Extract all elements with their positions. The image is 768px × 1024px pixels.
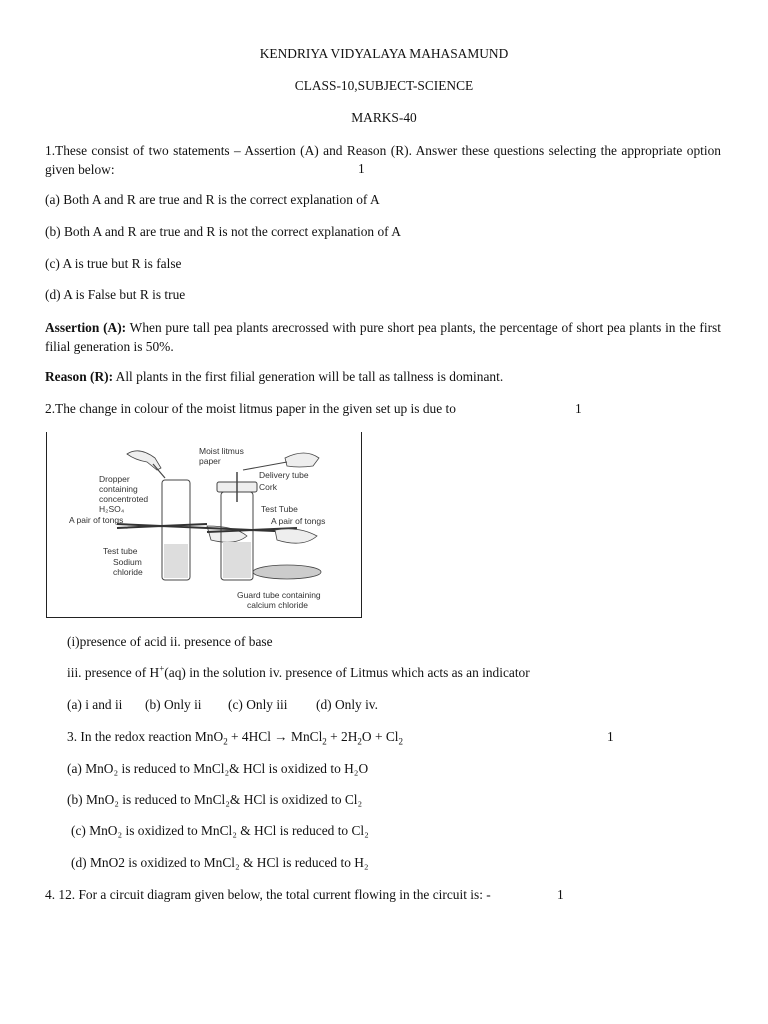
q1-option-b: (b) Both A and R are true and R is not the correct explanation of A xyxy=(45,224,401,239)
q1-option-a: (a) Both A and R are true and R is the correct explanation of A xyxy=(45,192,380,207)
q3-option-d: (d) MnO2 is oxidized to MnCl₂ & HCl is reduced to H₂ xyxy=(71,855,369,870)
q1-reason xyxy=(45,368,503,386)
apparatus-drawing xyxy=(47,432,363,618)
label-dropper-3: concentroted xyxy=(99,494,149,504)
q2-choices-line2 xyxy=(67,664,530,682)
reason-text: All plants in the first filial generation will be tall as tallness is dominant. xyxy=(113,369,504,384)
q1-assertion xyxy=(45,318,721,356)
litmus-setup-figure xyxy=(46,432,362,618)
label-dropper-2: containing xyxy=(99,484,138,494)
assertion-text: When pure tall pea plants arecrossed with pure short pea plants, the percentage of short pea plants in the first filial generation is 50%. xyxy=(45,320,721,354)
q2-choices-line1: (i)presence of acid ii. presence of base xyxy=(67,634,273,649)
q1-intro xyxy=(45,141,721,179)
q2-option-a: (a) i and ii xyxy=(67,697,123,712)
label-test-tube-right: Test Tube xyxy=(261,504,298,514)
label-sodium-2: chloride xyxy=(113,567,143,577)
q2-option-b: (b) Only ii xyxy=(145,697,202,712)
q3-option-c: (c) MnO₂ is oxidized to MnCl₂ & HCl is reduced to Cl₂ xyxy=(71,823,369,838)
q3-option-a: (a) MnO₂ is reduced to MnCl₂& HCl is oxidized to H₂O xyxy=(67,761,369,776)
q1-intro-text: 1.These consist of two statements – Assertion (A) and Reason (R). Answer these questions selecting the appropriate option given below: xyxy=(45,143,721,177)
q1-option-d: (d) A is False but R is true xyxy=(45,287,186,302)
label-tongs-left: A pair of tongs xyxy=(69,515,124,525)
label-moist-1: Moist litmus xyxy=(199,446,244,456)
assertion-label: Assertion (A): xyxy=(45,320,127,335)
litmus-paper xyxy=(243,462,287,470)
reason-label: Reason (R): xyxy=(45,369,114,384)
q1-mark: 1 xyxy=(358,161,365,176)
q4-question: 4. 12. For a circuit diagram given below, the total current flowing in the circuit is: - xyxy=(45,887,491,902)
q2-mark: 1 xyxy=(575,401,582,416)
q2-option-c: (c) Only iii xyxy=(228,697,288,712)
q3-question-text: 3. In the redox reaction MnO xyxy=(67,729,224,744)
q4-mark: 1 xyxy=(557,887,564,902)
label-delivery: Delivery tube xyxy=(259,470,309,480)
label-sodium-1: Sodium xyxy=(113,557,142,567)
q2-option-d: (d) Only iv. xyxy=(316,697,378,712)
label-tongs-right: A pair of tongs xyxy=(271,516,326,526)
q2-question: 2.The change in colour of the moist litmus paper in the given set up is due to xyxy=(45,401,456,416)
school-name: KENDRIYA VIDYALAYA MAHASAMUND xyxy=(259,46,509,61)
q3-question: 3. In the redox reaction MnO$_2$ + 4HCl → MnCl$_2$ + $2H_2O + Cl_2$ xyxy=(67,729,403,747)
q1-option-c: (c) A is true but R is false xyxy=(45,256,182,271)
class-subject: CLASS-10,SUBJECT-SCIENCE xyxy=(294,78,474,93)
label-moist-2: paper xyxy=(199,456,221,466)
guard-tube xyxy=(253,565,321,579)
label-guard-1: Guard tube containing xyxy=(237,590,321,600)
label-dropper-4: H₂SO₄ xyxy=(99,504,125,514)
q2-line2-end: (aq) in the solution iv. presence of Litmus which acts as an indicator xyxy=(164,665,530,680)
right-hand-litmus xyxy=(285,453,319,467)
sodium-chloride-fill xyxy=(164,544,188,578)
label-test-tube-left: Test tube xyxy=(103,546,138,556)
q2-line2-start: iii. presence of H xyxy=(67,665,160,680)
q3-option-b: (b) MnO₂ is reduced to MnCl₂& HCl is oxidized to Cl₂ xyxy=(67,792,363,807)
q2-line2-sup: + xyxy=(159,663,165,674)
right-hand-tongs xyxy=(275,529,317,543)
right-tube-fill xyxy=(223,542,251,578)
label-guard-2: calcium chloride xyxy=(247,600,308,610)
total-marks: MARKS-40 xyxy=(351,110,417,125)
q3-mark: 1 xyxy=(607,729,614,744)
label-dropper-1: Dropper xyxy=(99,474,130,484)
label-cork: Cork xyxy=(259,482,277,492)
